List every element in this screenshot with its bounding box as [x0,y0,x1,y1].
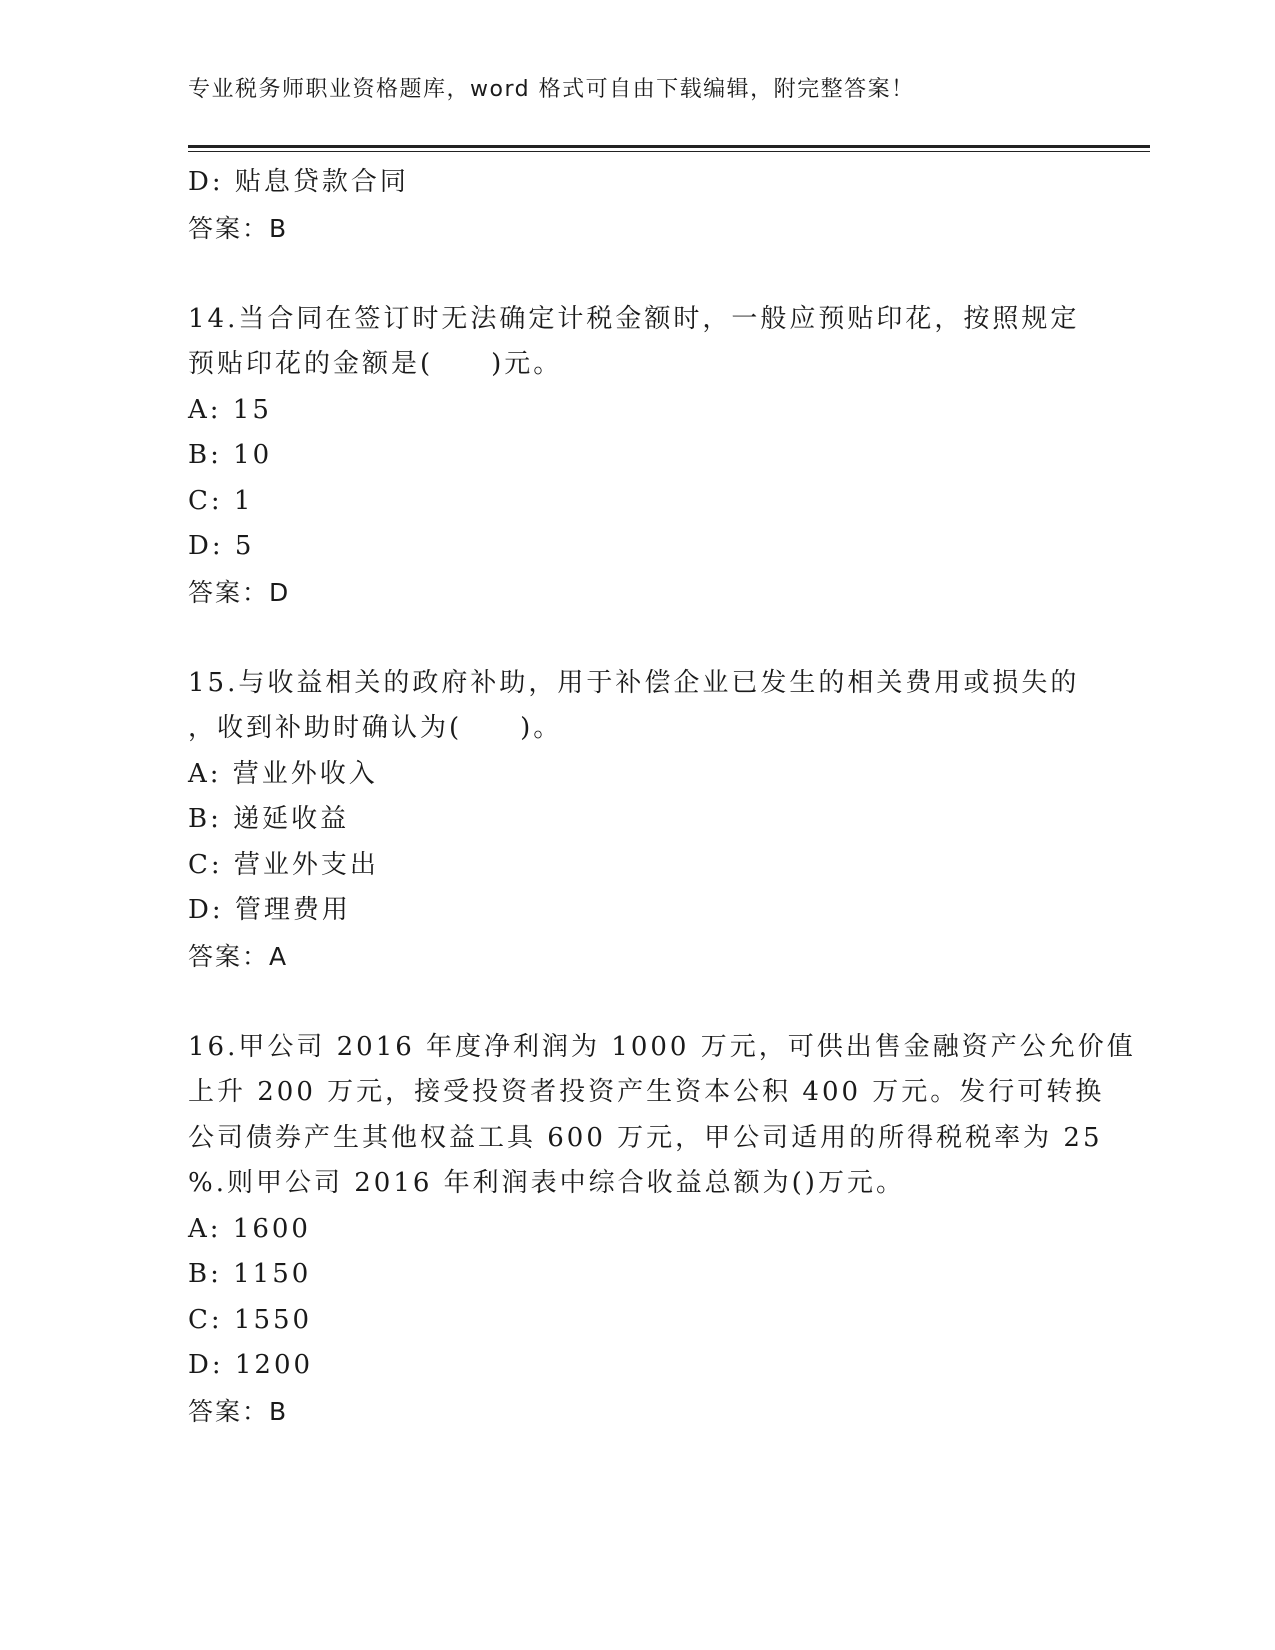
previous-question-tail [188,160,1088,251]
question-text-line: 14.当合同在签订时无法确定计税金额时，一般应预贴印花，按照规定 [188,303,1080,334]
answer: 答案：A [188,941,289,971]
option-d: D: 5 [188,531,255,561]
option-b: B: 递延收益 [188,804,350,834]
question-16 [188,1025,1136,1435]
spacer [188,979,1088,1025]
option-a: A: 15 [188,394,272,425]
option-b: B: 10 [188,440,273,470]
question-15 [188,661,1088,980]
document-body [188,160,1136,1434]
option-a: A: 营业外收入 [188,758,378,789]
header-divider-thin [188,151,1150,152]
question-text-line: 上升 200 万元，接受投资者投资产生资本公积 400 万元。发行可转换 [188,1077,1105,1107]
option-a: A: 1600 [188,1213,311,1244]
spacer [188,251,1088,297]
question-14 [188,297,1088,616]
option-d: D: 贴息贷款合同 [188,167,409,197]
option-c: C: 1 [188,485,254,516]
question-text-line: 15.与收益相关的政府补助，用于补偿企业已发生的相关费用或损失的 [188,667,1080,698]
question-text-line: %.则甲公司 2016 年利润表中综合收益总额为()万元。 [188,1168,905,1198]
option-c: C: 营业外支出 [188,849,379,880]
question-text-line: ，收到补助时确认为( )。 [188,713,563,743]
question-text-line: 16.甲公司 2016 年度净利润为 1000 万元，可供出售金融资产公允价值 [188,1031,1136,1062]
option-c: C: 1550 [188,1304,313,1335]
question-text-line: 预贴印花的金额是( )元。 [188,349,563,379]
header-divider-thick [188,145,1150,148]
spacer [188,615,1088,661]
option-d: D: 管理费用 [188,895,351,925]
question-text-line: 公司债券产生其他权益工具 600 万元，甲公司适用的所得税税率为 25 [188,1122,1103,1153]
answer: 答案：D [188,577,291,607]
page-header: 专业税务师职业资格题库，word 格式可自由下载编辑，附完整答案！ [188,77,915,102]
option-b: B: 1150 [188,1259,312,1289]
option-d: D: 1200 [188,1350,314,1380]
answer: 答案：B [188,213,289,243]
answer: 答案：B [188,1396,289,1426]
